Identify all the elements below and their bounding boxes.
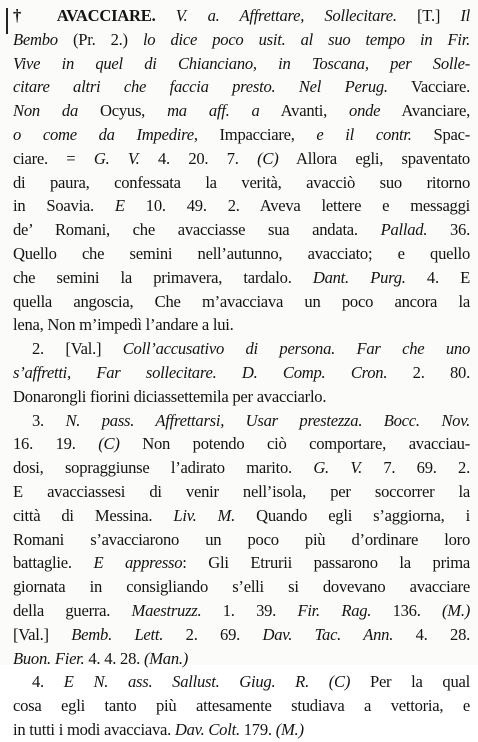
italic-text: V. a. Affrettare, Sollecitare.	[175, 6, 397, 25]
text-run: Per la qual	[350, 672, 470, 692]
entry-line	[13, 551, 470, 575]
entry-line	[13, 266, 470, 290]
text-run: battaglie.	[13, 553, 94, 573]
text-run	[115, 125, 137, 144]
entry-line	[13, 99, 470, 123]
text-run: E avacciassesi di venir nell’isola, per soccorrer la	[13, 481, 470, 501]
italic-text: Liv. M.	[173, 505, 236, 525]
text-run: [T.]	[396, 6, 461, 25]
italic-text: Bemb. Lett.	[71, 624, 164, 644]
italic-text: onde	[349, 101, 381, 121]
italic-text: (C)	[98, 434, 120, 454]
text-run: Non potendo ciò comportare, avacciau-	[119, 434, 470, 454]
text-run: Spac-	[411, 124, 470, 144]
entry-line	[13, 28, 470, 52]
text-run: quella angoscia, Che m’avacciava un poco ancora la	[13, 291, 470, 311]
entry-line	[13, 409, 470, 433]
italic-text: Buon. Fier.	[13, 648, 85, 668]
text-run: Avanciare,	[380, 101, 470, 121]
text-run: Allora egli, spaventato	[278, 148, 470, 168]
text-run: (Pr. 2.)	[57, 29, 143, 49]
text-run: 4. 20. 7.	[139, 148, 258, 168]
text-run: 2. 69.	[163, 624, 263, 644]
text-run: 4. E	[405, 267, 470, 287]
italic-text: e il contr.	[316, 124, 412, 144]
entry-line	[13, 432, 470, 456]
italic-text: Coll’accusativo di persona. Far che uno	[122, 339, 470, 359]
text-run: che semini la primavera, tardalo.	[13, 267, 313, 287]
entry-line	[13, 313, 470, 337]
italic-text: s’affretti, Far sollecitare. D. Comp. Cron.	[13, 362, 388, 382]
entry-line	[13, 218, 470, 242]
entry-line	[13, 647, 470, 671]
text-run: città di Messina.	[13, 505, 174, 525]
entry-line	[13, 480, 470, 504]
text-run: 16. 19.	[13, 434, 99, 454]
italic-text: citare altri che faccia presto. Nel Perug.	[13, 77, 388, 97]
text-run: : Gli Etrurii passarono la prima	[182, 553, 470, 573]
entry-line	[13, 75, 470, 99]
entry-line	[13, 599, 470, 623]
entry-line	[13, 337, 470, 361]
text-run: lena, Non m’impedì l’andare a lui.	[13, 315, 234, 335]
italic-text: o come da	[13, 124, 115, 144]
entry-line	[13, 575, 470, 599]
italic-text: E N. ass. Sallust. Giug. R.	[63, 672, 309, 692]
text-run	[309, 672, 329, 691]
text-run: , Impacciare,	[193, 124, 317, 144]
italic-text: lo dice poco usit. al suo tempo in Fir.	[142, 29, 470, 49]
entry-line	[13, 670, 470, 694]
entry-line	[13, 623, 470, 647]
italic-text: Dant. Purg.	[312, 267, 406, 287]
italic-text: (C)	[328, 672, 351, 692]
entry-line	[13, 52, 470, 76]
text-run: dosi, sopraggiunse l’adirato marito.	[13, 458, 314, 478]
italic-text: Dav. Colt.	[174, 719, 240, 739]
text-run: 2. [Val.]	[32, 339, 123, 359]
text-run: Quando egli s’aggiorna, i	[235, 505, 470, 525]
text-run: 4.	[32, 672, 64, 692]
italic-text: (C)	[257, 148, 279, 168]
text-run: 3.	[32, 410, 66, 430]
entry-line	[13, 4, 470, 28]
entry-line	[13, 290, 470, 314]
italic-text: Fir. Rag.	[297, 600, 372, 620]
text-run	[230, 101, 252, 120]
text-run: in tutti i modi avacciava.	[13, 719, 175, 739]
italic-text: (M.)	[441, 600, 471, 620]
italic-text: ma aff.	[167, 101, 230, 121]
entry-line	[13, 718, 470, 742]
text-run: 136.	[371, 600, 442, 620]
text-run: 10. 49. 2. Aveva lettere e messaggi	[124, 196, 471, 216]
text-run: 1. 39.	[201, 600, 298, 620]
italic-text: G. V.	[93, 148, 140, 168]
text-run: 7. 69. 2.	[361, 458, 470, 478]
text-run: della guerra.	[13, 600, 132, 620]
text-run: ciare. =	[13, 148, 94, 168]
text-run: giornata in consigliando s’elli si dovevano avacciare	[13, 577, 470, 597]
italic-text: Impedire	[136, 124, 194, 144]
italic-text: E appresso	[93, 553, 183, 573]
text-run: 36.	[427, 220, 471, 240]
text-run: Vacciare.	[387, 77, 470, 97]
entry-line	[13, 528, 470, 552]
italic-text: Maestruzz.	[131, 600, 202, 620]
italic-text: (M.)	[275, 719, 304, 739]
entry-line	[13, 242, 470, 266]
italic-text: Il	[460, 6, 470, 25]
italic-text: Vive in quel di Chianciano, in Toscana, per Solle-	[13, 53, 470, 73]
text-run: di paura, confessata la verità, avacciò suo ritorno	[13, 172, 470, 192]
text-run	[155, 6, 175, 25]
text-run: [Val.]	[13, 624, 72, 644]
dictionary-entry-avacciare	[13, 4, 470, 742]
entry-line	[13, 456, 470, 480]
entry-line	[13, 385, 470, 409]
text-run: Quello che semini nell’autunno, avacciato; e quello	[13, 243, 470, 263]
italic-text: Non da	[13, 101, 79, 121]
italic-text: (Man.)	[143, 648, 189, 668]
entry-line	[13, 694, 470, 718]
italic-text: N. pass. Affrettarsi, Usar prestezza. Bocc. Nov.	[65, 410, 470, 430]
text-run: 2. 80.	[387, 362, 470, 382]
italic-text: E	[114, 196, 125, 216]
entry-line	[13, 504, 470, 528]
text-run: in Soavia.	[13, 196, 115, 216]
entry-line	[13, 123, 470, 147]
headword: † AVACCIARE.	[13, 6, 156, 25]
entry-line	[13, 147, 470, 171]
text-run: 4. 28.	[393, 624, 471, 644]
text-run: de’ Romani, che avacciasse sua andata.	[13, 220, 381, 240]
entry-line	[13, 171, 470, 195]
italic-text: Pallad.	[380, 220, 428, 240]
text-run: Avanti,	[259, 101, 350, 121]
text-run: 179.	[239, 719, 276, 739]
margin-rule	[6, 8, 8, 34]
entry-line	[13, 361, 470, 385]
text-run: cosa egli tanto più attesamente studiava a vettoria, e	[13, 696, 470, 716]
italic-text: a	[251, 101, 260, 121]
italic-text: Bembo	[13, 29, 58, 49]
italic-text: Dav. Tac. Ann.	[262, 624, 394, 644]
text-run: Romani s’avacciarono un poco più d’ordinare loro	[13, 529, 470, 549]
entry-line	[13, 194, 470, 218]
text-run: 4. 4. 28.	[84, 648, 144, 668]
text-run: Ocyus,	[78, 101, 168, 121]
text-run: Donarongli fiorini diciassettemila per avacciarlo.	[13, 386, 327, 406]
italic-text: G. V.	[313, 458, 362, 478]
